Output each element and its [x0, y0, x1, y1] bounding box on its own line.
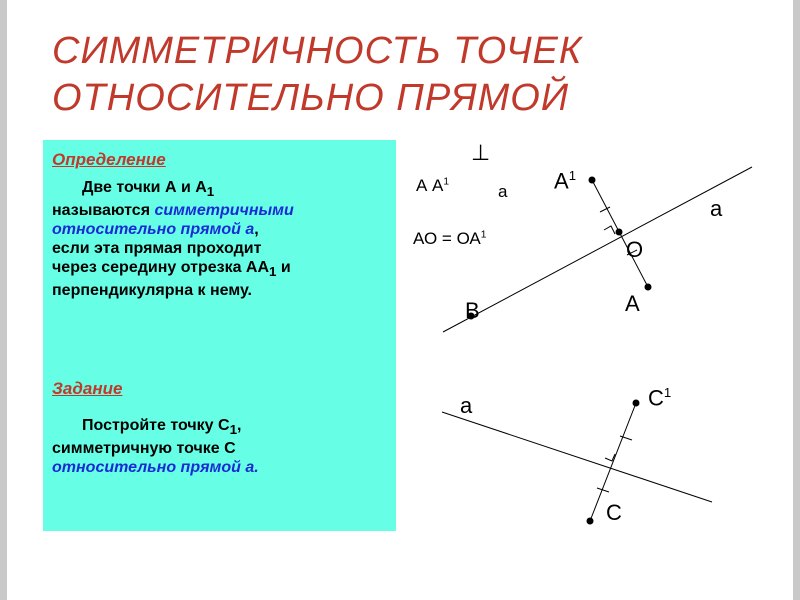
- task-line-1-end: ,: [236, 417, 242, 434]
- point-c1-dot: [633, 400, 640, 407]
- label-point-a1-sub: 1: [568, 168, 577, 183]
- definition-line-6: перпендикулярна к нему.: [52, 282, 252, 300]
- task-line-2: симметричную точке С: [52, 440, 236, 458]
- definition-line-2-text: называются: [52, 202, 155, 220]
- definition-line-1-text: Две точки А и А: [82, 179, 207, 196]
- label-segment-aa1-text: А А: [416, 176, 444, 195]
- definition-line-5-end: и: [276, 259, 291, 277]
- line-a-1: [443, 167, 752, 332]
- label-point-a1-text: А: [554, 168, 569, 194]
- label-point-c: С: [606, 500, 622, 525]
- right-angle-mark-1: [604, 226, 615, 234]
- label-point-o: О: [626, 237, 644, 262]
- label-line-a-1: а: [710, 196, 723, 221]
- label-segment-aa1: [416, 176, 449, 196]
- definition-line-5-text: через середину отрезка АА: [52, 259, 270, 277]
- definition-line-4: если эта прямая проходит: [52, 240, 262, 258]
- definition-line-5-sub: 1: [269, 264, 277, 280]
- definition-term-symmetric: симметричными: [154, 202, 294, 220]
- point-o-dot: [616, 229, 623, 236]
- point-a1-dot: [589, 177, 596, 184]
- task-heading: Задание: [52, 379, 123, 398]
- perpendicular-symbol: ⊥: [471, 140, 491, 165]
- definition-line-1-sub: 1: [206, 184, 215, 200]
- label-equation-text: АО = ОА: [413, 229, 481, 248]
- label-line-a-ref: а: [498, 182, 508, 201]
- point-c-dot: [587, 518, 594, 525]
- task-line-1-text: Постройте точку С: [82, 417, 230, 434]
- point-a-dot: [645, 284, 652, 291]
- definition-term-relative-line: относительно прямой а: [52, 221, 255, 239]
- label-equation: [413, 229, 486, 249]
- task-line-1-sub: 1: [229, 422, 237, 438]
- task-line-3: относительно прямой а.: [52, 459, 259, 477]
- label-point-a: А: [625, 291, 640, 316]
- label-point-c1: [648, 385, 671, 411]
- label-equation-sup: 1: [480, 229, 487, 241]
- label-point-c1-text: С: [648, 385, 664, 411]
- label-point-a1: [554, 168, 576, 194]
- definition-heading: Определение: [52, 150, 166, 169]
- label-segment-aa1-sup: 1: [443, 176, 450, 188]
- label-point-c1-sub: 1: [663, 385, 672, 400]
- definition-line-3-end: ,: [254, 221, 259, 239]
- title-line-1: СИММЕТРИЧНОСТЬ ТОЧЕК: [52, 30, 583, 72]
- label-point-b: В: [465, 298, 480, 323]
- label-line-a-2: а: [460, 393, 473, 418]
- title-line-2: ОТНОСИТЕЛЬНО ПРЯМОЙ: [52, 77, 570, 119]
- line-a-2: [442, 412, 712, 502]
